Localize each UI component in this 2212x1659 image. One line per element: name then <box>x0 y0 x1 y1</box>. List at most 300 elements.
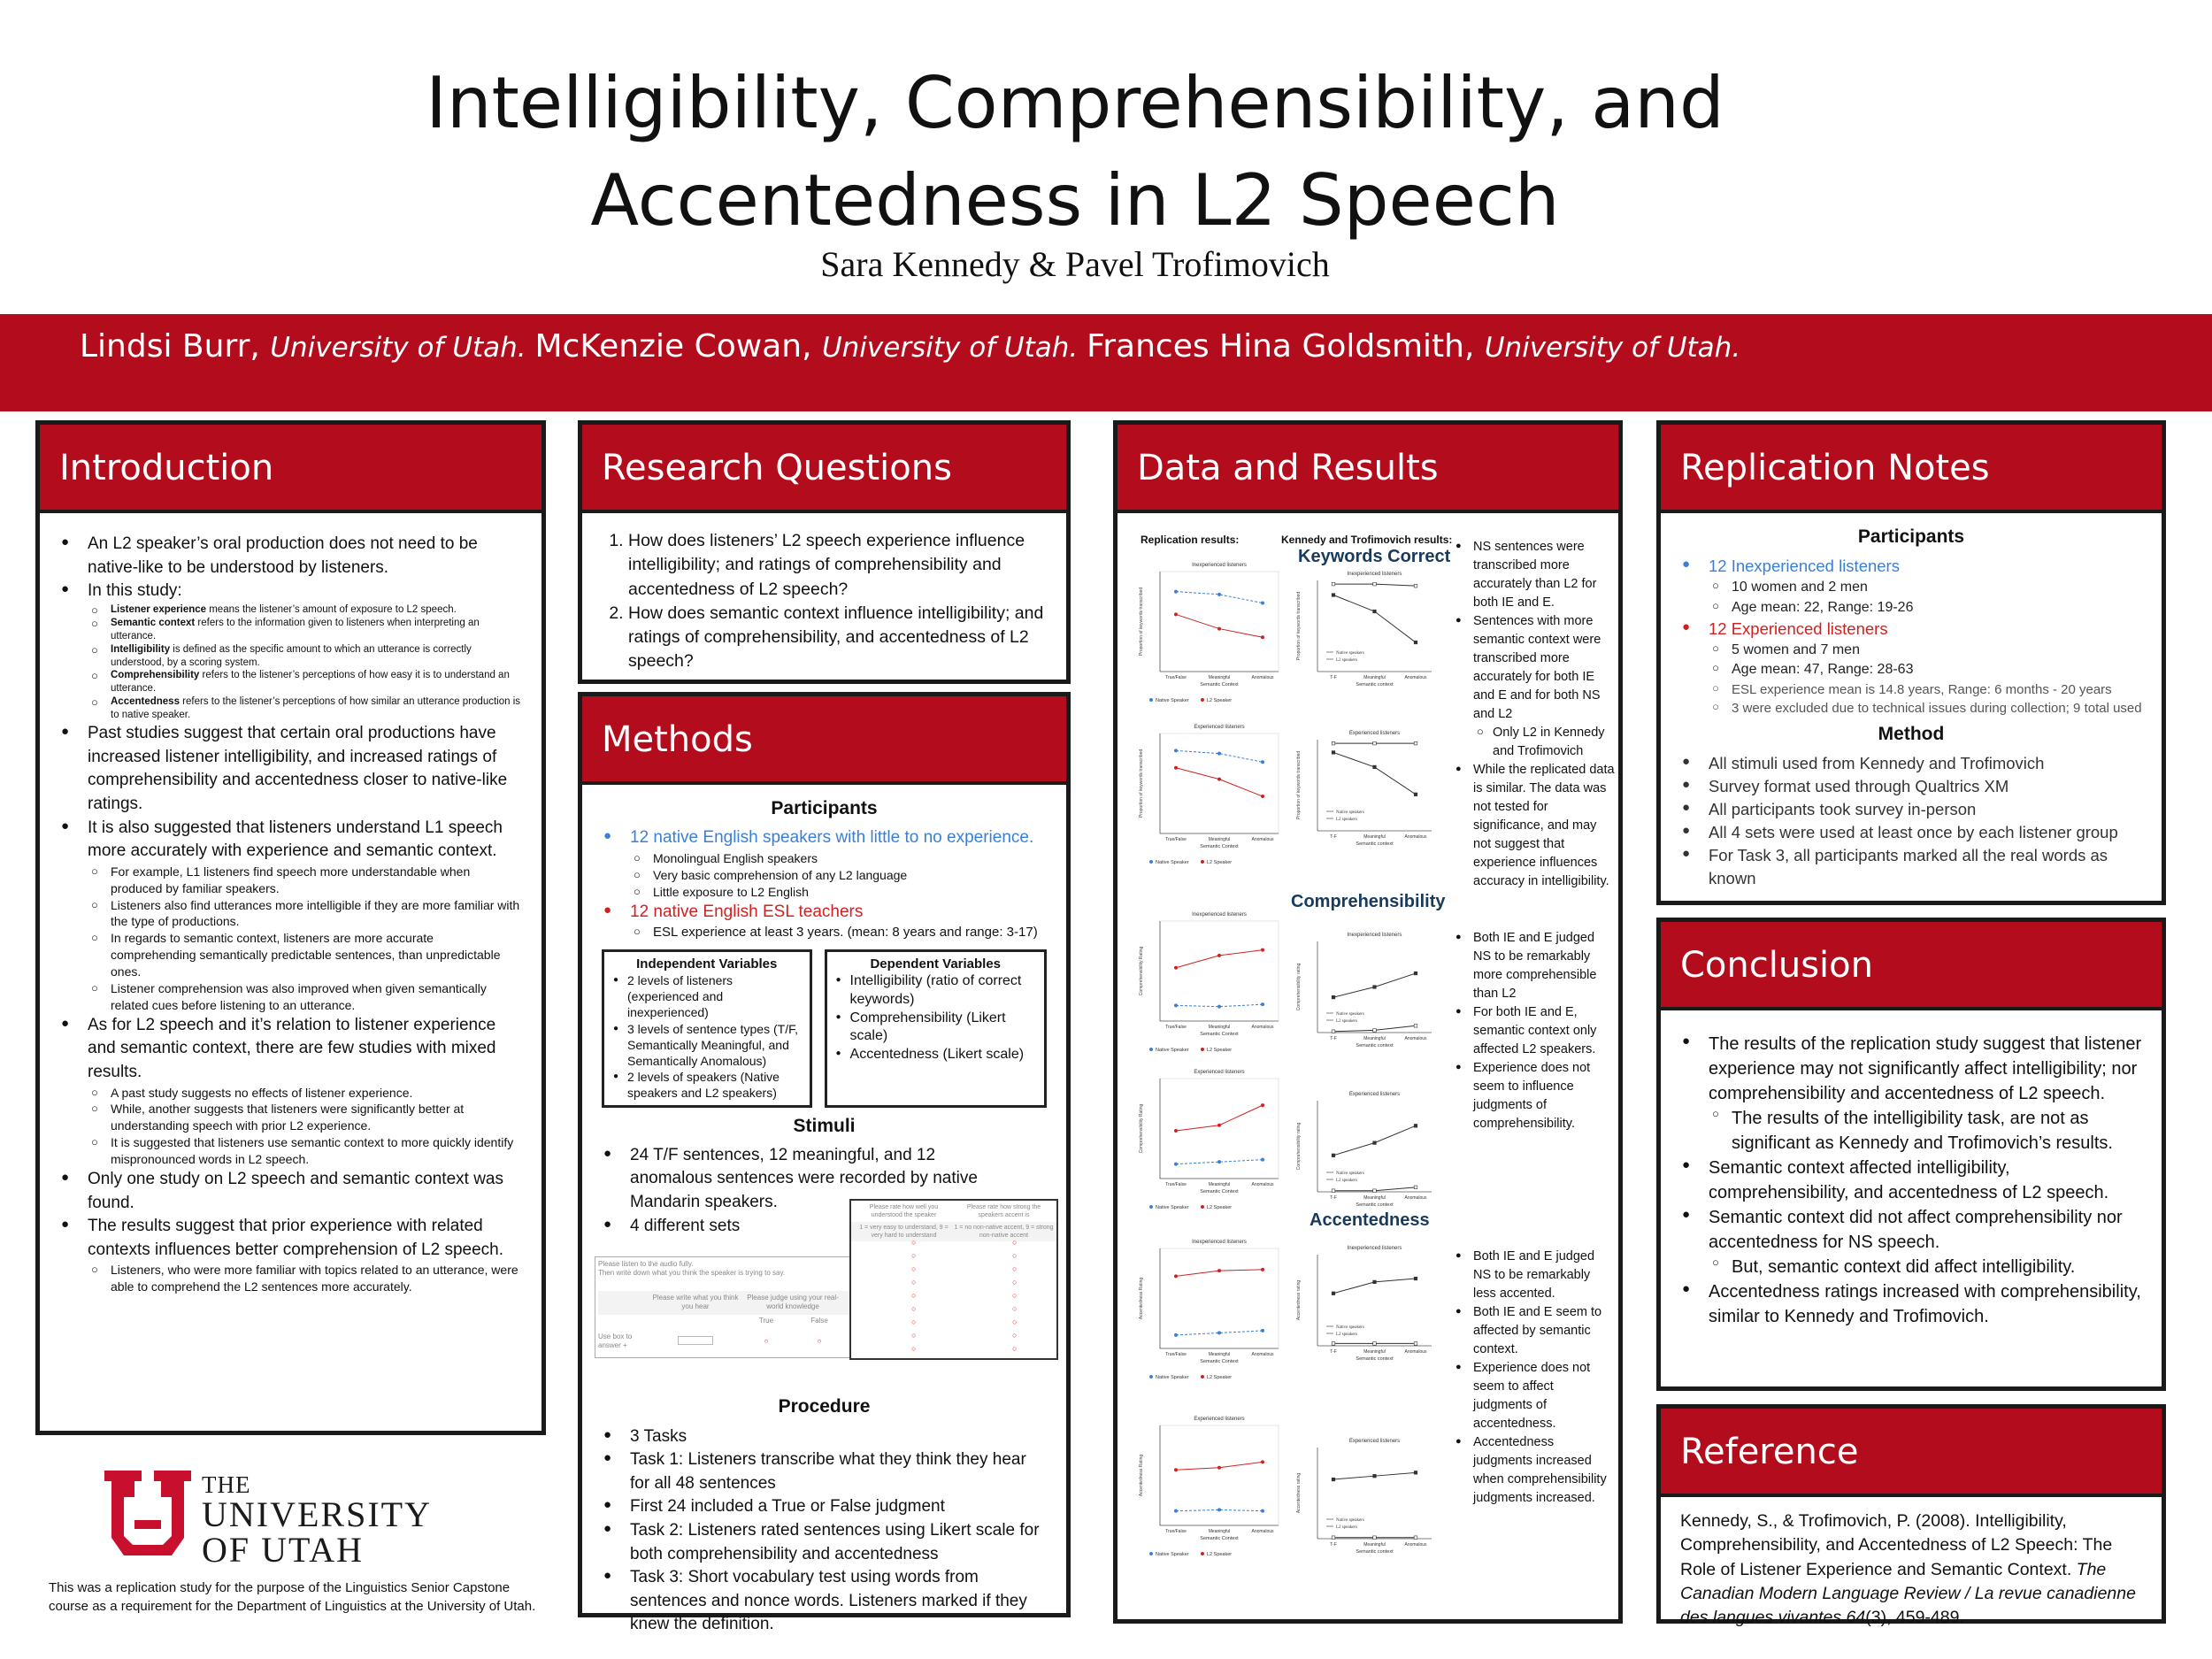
data-point <box>1217 954 1221 957</box>
wordmark-line-3: OF UTAH <box>202 1530 365 1570</box>
survey-col-header: Please rate how strong the speakers accent is <box>966 1204 1041 1219</box>
data-point <box>1332 1292 1335 1295</box>
data-point <box>1261 795 1264 798</box>
research-questions-heading: Research Questions <box>582 425 1066 513</box>
intro-point-1-text: An L2 speaker’s oral production does not need to be native-like to be understood by listeners. <box>88 534 478 577</box>
replication-participants-title: Participants <box>1857 526 1965 547</box>
x-tick-label: Anomalous <box>1404 1195 1427 1201</box>
legend-marker <box>1201 1048 1204 1051</box>
x-tick-label: Anomalous <box>1251 1182 1274 1187</box>
data-point <box>1332 995 1335 999</box>
original-authors: Sara Kennedy & Pavel Trofimovich <box>820 244 1330 284</box>
x-tick-label: T-F <box>1330 834 1337 840</box>
intro-sub-point: ○ It is suggested that listeners use semantic context to more quickly identify mispronounced words in L2 speech. <box>88 1134 522 1168</box>
conclusion-point-text: The results of the replication study suggest that listener experience may not significantly affect intelligibility; nor comprehensibility and accentedness of L2 speech. <box>1709 1034 2142 1103</box>
x-axis-label: Semantic Context <box>1200 1359 1239 1364</box>
legend-label: Native Speaker <box>1156 860 1189 865</box>
series-line <box>1333 1125 1416 1155</box>
legend-label: L2 Speaker <box>1207 860 1233 865</box>
legend-marker <box>1149 698 1153 702</box>
legend-label: Native speakers <box>1336 1012 1364 1017</box>
data-point <box>1332 1342 1335 1346</box>
legend-marker <box>1149 1205 1153 1209</box>
result-note: ● Experience does not seem to affect judgments of accentedness. <box>1454 1359 1613 1433</box>
survey-screenshot-transcription <box>595 1256 860 1358</box>
x-tick-label: Anomalous <box>1251 1352 1274 1357</box>
x-tick-label: Meaningful <box>1208 1529 1231 1534</box>
group-detail: ○ Monolingual English speakers <box>630 850 1047 867</box>
intro-point-6-text: Only one study on L2 speech and semantic context was found. <box>88 1170 503 1212</box>
data-point <box>1261 949 1264 952</box>
variables-boxes <box>602 949 1047 1108</box>
legend-label: L2 speakers <box>1336 1019 1358 1024</box>
replication-group-1-text: 12 Inexperienced listeners <box>1709 557 1900 576</box>
intro-sub-point: ○ While, another suggests that listeners were significantly better at understanding speech with prior L2 experience. <box>88 1101 522 1134</box>
data-point <box>1373 1141 1377 1145</box>
chart-title: Inexperienced listeners <box>1347 933 1402 938</box>
result-note: ● While the replicated data is similar. The data was not tested for significance, and may not suggest that experience influences accuracy in intelligibility. <box>1454 761 1617 891</box>
y-axis-label: Accentedness Rating <box>1139 1277 1144 1320</box>
data-point <box>1373 1189 1377 1193</box>
x-tick-label: Anomalous <box>1404 1036 1427 1041</box>
dv-item: ● Intelligibility (ratio of correct keywords) <box>834 972 1037 1010</box>
def-intelligibility <box>88 643 522 670</box>
data-results-heading: Data and Results <box>1118 425 1618 513</box>
chart-accentedness-kt-experienced <box>1293 1433 1439 1562</box>
data-point <box>1261 1460 1264 1463</box>
survey-screenshot-ratings <box>849 1199 1058 1360</box>
research-questions-panel <box>578 420 1071 684</box>
method-note: ● All participants took survey in-person <box>1680 798 2142 821</box>
data-point <box>1217 627 1221 631</box>
data-point <box>1261 1329 1264 1333</box>
y-axis-label: Comprehensibility Rating <box>1139 1103 1144 1154</box>
author-1: Lindsi Burr, <box>80 328 271 365</box>
survey-row-label: Use box to answer + <box>598 1332 633 1350</box>
def-term: Accentedness <box>111 696 180 708</box>
data-point <box>1217 1160 1221 1164</box>
chart-title: Inexperienced listeners <box>1192 1240 1247 1245</box>
data-point <box>1373 1474 1377 1478</box>
legend-label: Native speakers <box>1336 1171 1364 1176</box>
data-point <box>1332 1536 1335 1540</box>
x-tick-label: True/False <box>1165 837 1187 842</box>
procedure-item: ● Task 1: Listeners transcribe what they think they hear for all 48 sentences <box>602 1448 1047 1495</box>
x-tick-label: Anomalous <box>1251 1529 1274 1534</box>
dv-item: ● Comprehensibility (Likert scale) <box>834 1010 1037 1047</box>
data-point <box>1217 593 1221 596</box>
x-tick-label: T-F <box>1330 1349 1337 1355</box>
stimuli-title: Stimuli <box>793 1115 856 1136</box>
chart-title: Experienced listeners <box>1348 1092 1401 1097</box>
intro-point-4 <box>59 817 522 1014</box>
survey-radio-column: ○ ○ ○ ○ ○ ○ ○ ○ ○ <box>1012 1238 1018 1353</box>
data-point <box>1261 635 1264 639</box>
result-subnote: ○ Only L2 in Kennedy and Trofimovich <box>1473 724 1617 761</box>
procedure-item: ● Task 3: Short vocabulary test using words from sentences and nonce words. Listeners marked if they knew the definition. <box>602 1566 1047 1637</box>
data-point <box>1217 1269 1221 1272</box>
data-point <box>1261 1002 1264 1006</box>
data-point <box>1174 590 1178 594</box>
survey-radio-false[interactable]: ○ <box>817 1337 822 1346</box>
survey-scale-label: 1 = no non-native accent, 9 = strong non-native accent <box>954 1225 1054 1240</box>
result-note: ● Experience does not seem to influence judgments of comprehensibility. <box>1454 1059 1613 1133</box>
data-point <box>1261 760 1264 764</box>
intro-point-6 <box>59 1168 522 1215</box>
group-detail: ○ Age mean: 22, Range: 19-26 <box>1709 598 2142 618</box>
x-tick-label: Meaningful <box>1208 837 1231 842</box>
chart-comprehensibility-replication-inexperienced <box>1135 907 1286 1062</box>
replication-group-1 <box>1680 555 2142 618</box>
intro-point-7 <box>59 1215 522 1295</box>
series-line <box>1333 752 1416 794</box>
data-point <box>1373 582 1377 586</box>
x-tick-label: Meaningful <box>1363 675 1386 680</box>
participant-group-2 <box>602 901 1047 942</box>
method-note: ● For Task 3, all participants marked all the real words as known <box>1680 844 2142 890</box>
data-point <box>1174 966 1178 970</box>
chart-accentedness-kt-inexperienced <box>1293 1240 1439 1369</box>
introduction-heading: Introduction <box>40 425 541 513</box>
legend-label: L2 Speaker <box>1207 698 1233 703</box>
chart-comprehensibility-kt-experienced <box>1293 1087 1439 1215</box>
replication-results-label: Replication results: <box>1141 534 1240 546</box>
legend-label: Native Speaker <box>1156 698 1189 703</box>
survey-col-header: Please write what you think you hear <box>652 1293 739 1311</box>
author-2-affil: University of Utah. <box>821 332 1087 364</box>
intro-point-2 <box>59 580 522 722</box>
x-tick-label: T-F <box>1330 1195 1337 1201</box>
data-point <box>1414 1471 1417 1475</box>
legend-marker <box>1149 1048 1153 1051</box>
x-axis-label: Semantic Context <box>1200 844 1239 849</box>
data-point <box>1414 793 1417 796</box>
replication-notes-heading: Replication Notes <box>1661 425 2162 513</box>
research-question: 1. How does listeners’ L2 speech experience influence intelligibility; and ratings of comprehensibility and accentedness of L2 speech? <box>628 529 1047 602</box>
survey-instruction: Please listen to the audio fully. <box>598 1260 694 1268</box>
data-results-panel <box>1113 420 1623 1624</box>
result-note: ● Both IE and E judged NS to be remarkably less accented. <box>1454 1248 1613 1303</box>
chart-comprehensibility-replication-experienced <box>1135 1064 1286 1219</box>
conclusion-point <box>1680 1032 2142 1156</box>
data-point <box>1174 766 1178 770</box>
dv-item: ● Accentedness (Likert scale) <box>834 1046 1037 1064</box>
def-text: refers to the listener’s perceptions of how similar an utterance production is to native speaker. <box>111 696 521 721</box>
legend-label: Native Speaker <box>1156 1375 1189 1380</box>
x-tick-label: Anomalous <box>1404 1542 1427 1548</box>
data-point <box>1261 1268 1264 1271</box>
chart-title: Experienced listeners <box>1194 725 1245 730</box>
y-axis-label: Comprehensibility Rating <box>1139 946 1144 996</box>
chart-title: Experienced listeners <box>1348 731 1401 736</box>
keywords-correct-title: Keywords Correct <box>1298 547 1451 566</box>
data-point <box>1332 1154 1335 1157</box>
x-tick-label: Meaningful <box>1363 1349 1386 1355</box>
conclusion-point-text: Semantic context did not affect comprehensibility nor accentedness for NS speech. <box>1709 1208 2123 1252</box>
legend-label: L2 speakers <box>1336 1525 1358 1530</box>
x-axis-label: Semantic Context <box>1200 1536 1239 1541</box>
data-point <box>1414 1277 1417 1280</box>
data-point <box>1174 1468 1178 1471</box>
y-axis-label: Comprehensibility rating <box>1296 963 1302 1011</box>
legend-label: L2 speakers <box>1336 1179 1358 1183</box>
chart-title: Inexperienced listeners <box>1192 563 1247 568</box>
procedure-item: ● Task 2: Listeners rated sentences using Likert scale for both comprehensibility and accentedness <box>602 1519 1047 1566</box>
data-point <box>1332 751 1335 755</box>
data-point <box>1261 602 1264 605</box>
reference-heading: Reference <box>1661 1409 2162 1497</box>
group-1-text: 12 native English speakers with little to no experience. <box>630 828 1034 848</box>
replication-group-2 <box>1680 618 2142 718</box>
data-point <box>1174 612 1178 616</box>
participant-group-1 <box>602 826 1047 900</box>
group-detail: ○ ESL experience at least 3 years. (mean: 8 years and range: 3-17) <box>630 924 1047 941</box>
group-detail: ○ Little exposure to L2 English <box>630 884 1047 901</box>
data-point <box>1373 1029 1377 1033</box>
replication-group-2-text: 12 Experienced listeners <box>1709 619 1888 639</box>
x-axis-label: Semantic context <box>1356 1202 1394 1208</box>
author-banner <box>0 314 2212 411</box>
iv-item: ● 2 levels of listeners (experienced and inexperienced) <box>611 972 803 1021</box>
author-3: Frances Hina Goldsmith, <box>1087 328 1485 365</box>
plot-area <box>1160 733 1279 833</box>
legend-marker <box>1149 860 1153 864</box>
intro-sub-point: ○ Listeners also find utterances more intelligible if they are more familiar with the type of productions. <box>88 897 522 931</box>
survey-scale-label: 1 = very easy to understand, 9 = very hard to understand <box>859 1225 949 1240</box>
data-point <box>1373 610 1377 613</box>
group-2-text: 12 native English ESL teachers <box>630 902 864 921</box>
data-point <box>1332 582 1335 586</box>
dependent-variables-box <box>825 949 1047 1108</box>
intro-point-5 <box>59 1014 522 1168</box>
stimuli-item: ● 4 different sets <box>602 1215 991 1239</box>
data-point <box>1261 1103 1264 1107</box>
data-point <box>1332 594 1335 597</box>
chart-title: Inexperienced listeners <box>1347 572 1402 577</box>
poster-title <box>0 55 2150 250</box>
group-detail: ○ 5 women and 7 men <box>1709 641 2142 660</box>
legend-label: Native speakers <box>1336 1325 1364 1330</box>
data-point <box>1414 1342 1417 1346</box>
group-detail: ○ 10 women and 2 men <box>1709 578 2142 597</box>
legend-label: Native Speaker <box>1156 1048 1189 1053</box>
intro-sub-point: ○ A past study suggests no effects of listener experience. <box>88 1085 522 1102</box>
data-point <box>1414 1024 1417 1027</box>
conclusion-point: ● Accentedness ratings increased with comprehensibility, similar to Kennedy and Trofimovich. <box>1680 1279 2142 1329</box>
intro-sub-point: ○ Listener comprehension was also improved when given semantically related cues before listening to an utterance. <box>88 980 522 1014</box>
intro-point-2-text: In this study: <box>88 581 182 601</box>
x-tick-label: Meaningful <box>1208 1352 1231 1357</box>
methods-heading: Methods <box>582 696 1066 785</box>
x-tick-label: True/False <box>1165 1025 1187 1030</box>
university-wordmark <box>202 1473 432 1568</box>
accentedness-title: Accentedness <box>1310 1210 1430 1230</box>
replication-notes-panel <box>1656 420 2166 905</box>
independent-variables-box <box>602 949 812 1108</box>
author-1-affil: University of Utah. <box>270 332 535 364</box>
data-point <box>1373 741 1377 745</box>
intro-point-4-text: It is also suggested that listeners understand L1 speech more accurately with experience and semantic context. <box>88 818 503 861</box>
x-tick-label: True/False <box>1165 1352 1187 1357</box>
legend-marker <box>1201 698 1204 702</box>
def-text: means the listener’s amount of exposure to L2 speech. <box>206 603 457 615</box>
def-accentedness <box>88 695 522 722</box>
wordmark-line-2: UNIVERSITY <box>202 1494 432 1534</box>
y-axis-label: Proportion of keywords transcribed <box>1139 749 1144 818</box>
def-term: Comprehensibility <box>111 670 200 681</box>
iv-title: Independent Variables <box>636 956 778 972</box>
x-axis-label: Semantic context <box>1356 841 1394 847</box>
survey-text-input[interactable] <box>678 1336 713 1345</box>
legend-marker <box>1201 1375 1204 1379</box>
def-text: is defined as the specific amount to which an utterance is correctly understood, by a scoring system. <box>111 643 472 668</box>
data-point <box>1332 1478 1335 1481</box>
survey-instruction: Then write down what you think the speaker is trying to say. <box>598 1269 786 1278</box>
y-axis-label: Accentedness rating <box>1296 1279 1302 1321</box>
x-axis-label: Semantic context <box>1356 1356 1394 1362</box>
data-point <box>1332 1189 1335 1193</box>
data-point <box>1414 972 1417 975</box>
x-tick-label: True/False <box>1165 675 1187 680</box>
title-line-1: Intelligibility, Comprehensibility, and <box>426 62 1724 144</box>
data-point <box>1174 1333 1178 1337</box>
x-axis-label: Semantic context <box>1356 1549 1394 1555</box>
chart-title: Experienced listeners <box>1348 1439 1401 1444</box>
comprehensibility-notes <box>1454 929 1613 1133</box>
legend-marker <box>1201 860 1204 864</box>
intro-point-5-text: As for L2 speech and it’s relation to listener experience and semantic context, there are few studies with mixed results. <box>88 1015 496 1081</box>
data-point <box>1217 752 1221 756</box>
def-semantic-context <box>88 617 522 643</box>
data-point <box>1217 778 1221 781</box>
group-detail: ○ ESL experience mean is 14.8 years, Range: 6 months - 20 years <box>1709 680 2142 699</box>
result-note: ● NS sentences were transcribed more accurately than L2 for both IE and E. <box>1454 538 1617 612</box>
x-tick-label: T-F <box>1330 675 1337 680</box>
author-3-affil: University of Utah. <box>1484 332 1741 364</box>
procedure-item: ● 3 Tasks <box>602 1425 1047 1449</box>
legend-label: L2 Speaker <box>1207 1048 1233 1053</box>
x-tick-label: Meaningful <box>1208 1182 1231 1187</box>
intro-point-7-text: The results suggest that prior experience with related contexts influences better comprehension of L2 speech. <box>88 1217 504 1259</box>
def-text: refers to the listener’s perceptions of how easy it is to understand an utterance. <box>111 670 510 695</box>
conclusion-point: ● Semantic context affected intelligibility, comprehensibility, and accentedness of L2 speech. <box>1680 1156 2142 1205</box>
plot-area <box>1160 572 1279 672</box>
survey-col-header: Please rate how well you understood the speaker <box>869 1204 939 1219</box>
wordmark-line-1: THE <box>202 1471 251 1498</box>
introduction-panel <box>35 420 546 1435</box>
survey-radio-true[interactable]: ○ <box>764 1337 769 1346</box>
data-point <box>1414 741 1417 745</box>
data-point <box>1414 1125 1417 1128</box>
data-point <box>1174 1129 1178 1133</box>
intro-point-3-text: Past studies suggest that certain oral productions have increased listener intelligibility, and increased ratings of comprehensibility and accentedness closer to native-like ratings. <box>88 724 508 813</box>
legend-label: L2 Speaker <box>1207 1552 1233 1557</box>
x-tick-label: Meaningful <box>1363 1195 1386 1201</box>
data-point <box>1217 1508 1221 1511</box>
data-point <box>1174 749 1178 752</box>
x-tick-label: Meaningful <box>1208 675 1231 680</box>
chart-keywords-kt-experienced <box>1293 726 1439 854</box>
dv-title: Dependent Variables <box>870 956 1002 972</box>
series-line <box>1333 595 1416 642</box>
data-point <box>1332 741 1335 745</box>
chart-keywords-kt-inexperienced <box>1293 566 1439 695</box>
x-tick-label: Meaningful <box>1363 834 1386 840</box>
data-point <box>1414 584 1417 588</box>
y-axis-label: Proportion of keywords transcribed <box>1139 587 1144 657</box>
x-axis-label: Semantic Context <box>1200 1032 1239 1037</box>
intro-point-3 <box>59 722 522 816</box>
result-note: ● Accentedness judgments increased when comprehensibility judgments increased. <box>1454 1433 1613 1508</box>
chart-title: Inexperienced listeners <box>1347 1246 1402 1251</box>
replication-method-title: Method <box>1878 723 1945 744</box>
data-point <box>1174 1274 1178 1278</box>
data-point <box>1414 1536 1417 1540</box>
data-point <box>1217 1124 1221 1127</box>
reference-journal: The Canadian Modern Language Review / La revue canadienne des langues vivantes 64 <box>1680 1559 2136 1628</box>
chart-accentedness-replication-experienced <box>1135 1411 1286 1566</box>
legend-marker <box>1149 1375 1153 1379</box>
method-note: ● All stimuli used from Kennedy and Trofimovich <box>1680 752 2142 775</box>
x-tick-label: Anomalous <box>1404 1349 1427 1355</box>
result-note: ● Both IE and E seem to affected by semantic context. <box>1454 1303 1613 1359</box>
survey-true-label: True <box>758 1316 774 1325</box>
iv-item: ● 2 levels of speakers (Native speakers and L2 speakers) <box>611 1069 803 1101</box>
reference-pages: (3), 459-489. <box>1865 1608 1964 1628</box>
def-listener-experience <box>88 603 522 617</box>
methods-panel <box>578 692 1071 1634</box>
legend-label: L2 speakers <box>1336 1333 1358 1337</box>
legend-marker <box>1201 1552 1204 1555</box>
y-axis-label: Proportion of keywords transcribed <box>1296 750 1302 820</box>
chart-title: Experienced listeners <box>1194 1070 1245 1075</box>
survey-radio-column: ○ ○ ○ ○ ○ ○ ○ ○ ○ <box>911 1238 917 1353</box>
legend-label: Native speakers <box>1336 651 1364 656</box>
group-detail: ○ 3 were excluded due to technical issues during collection; 9 total used <box>1709 699 2142 718</box>
def-term: Intelligibility <box>111 643 171 655</box>
legend-label: L2 speakers <box>1336 818 1358 822</box>
legend-marker <box>1149 1552 1153 1555</box>
data-point <box>1373 1342 1377 1346</box>
x-tick-label: Anomalous <box>1251 837 1274 842</box>
x-tick-label: Anomalous <box>1404 834 1427 840</box>
x-tick-label: Anomalous <box>1404 675 1427 680</box>
author-2: McKenzie Cowan, <box>534 328 822 365</box>
legend-label: Native speakers <box>1336 810 1364 815</box>
chart-title: Inexperienced listeners <box>1192 912 1247 918</box>
participants-title: Participants <box>771 798 878 818</box>
x-tick-label: T-F <box>1330 1542 1337 1548</box>
intro-sub-point: ○ Listeners, who were more familiar with topics related to an utterance, were able to comprehend the L2 sentences more accurately. <box>88 1262 522 1295</box>
data-point <box>1373 1280 1377 1284</box>
group-detail: ○ Age mean: 47, Range: 28-63 <box>1709 660 2142 680</box>
reference-panel <box>1656 1404 2166 1628</box>
legend-label: Native Speaker <box>1156 1205 1189 1210</box>
conclusion-subpoint: ○ The results of the intelligibility task, are not as significant as Kennedy and Trofimovich’s results. <box>1709 1106 2142 1156</box>
x-axis-label: Semantic context <box>1356 682 1394 687</box>
legend-label: Native Speaker <box>1156 1552 1189 1557</box>
procedure-title: Procedure <box>778 1396 871 1417</box>
result-note: ● Sentences with more semantic context were transcribed more accurately for both IE and E and for both NS and L2 <box>1454 612 1617 724</box>
legend-label: L2 speakers <box>1336 658 1358 663</box>
def-text: refers to the information given to listeners when interpreting an utterance. <box>111 617 480 641</box>
x-tick-label: Meaningful <box>1363 1036 1386 1041</box>
title-line-2: Accentedness in L2 Speech <box>590 159 1560 242</box>
x-tick-label: True/False <box>1165 1529 1187 1534</box>
comprehensibility-title: Comprehensibility <box>1291 892 1446 911</box>
result-note: ● For both IE and E, semantic context only affected L2 speakers. <box>1454 1003 1613 1059</box>
intro-sub-point: ○ For example, L1 listeners find speech more understandable when produced by familiar speakers. <box>88 864 522 897</box>
